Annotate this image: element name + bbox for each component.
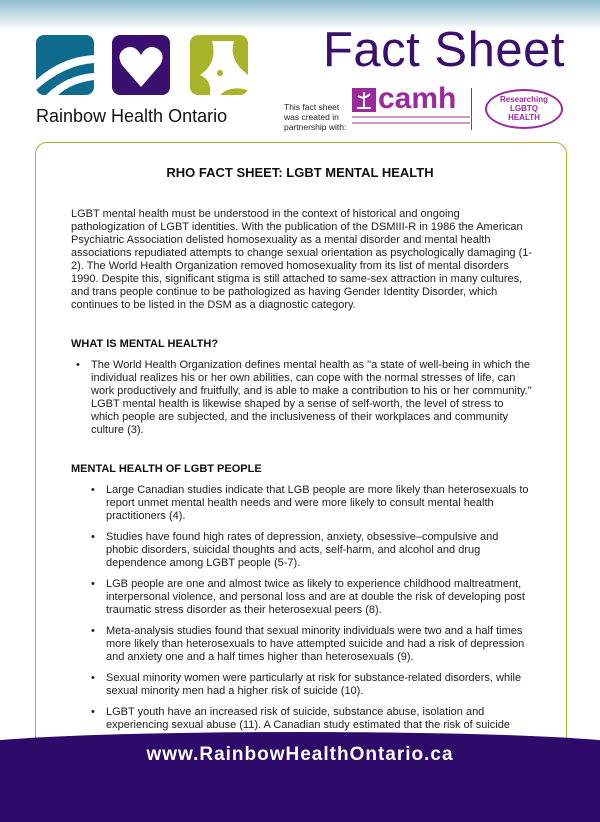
bullet-icon: • [91, 625, 95, 637]
list-item-text: Sexual minority women were particularly at risk for substance-related disorders, while sexual minority men had a higher risk of suicide (10). [106, 672, 522, 697]
section-heading: MENTAL HEALTH OF LGBT PEOPLE [71, 463, 262, 475]
bullet-icon: • [91, 578, 95, 590]
list-item-text: Meta-analysis studies found that sexual minority individuals were two and a half times more likely than heterosexuals to have attempted suicide and had a risk of depression and anxiety one and a half times higher than heterosexuals (9). [106, 625, 525, 663]
bullet-icon: • [76, 359, 80, 371]
list-item-text: LGBT youth have an increased risk of suicide, substance abuse, isolation and experiencing sexual abuse (11). A Canadian study estimated that the risk of suicide [106, 706, 510, 731]
rho-heart-logo-icon [112, 35, 170, 95]
list-item [56, 359, 533, 437]
bullet-list [71, 484, 533, 732]
bullet-list [56, 359, 533, 437]
partnership-note [284, 102, 346, 132]
list-item [71, 484, 533, 523]
rlh-line: LGBTQ [510, 104, 538, 113]
rho-road-logo-icon [36, 35, 94, 95]
rlh-line: Researching [499, 95, 549, 104]
list-item [71, 531, 533, 570]
partner-divider [471, 88, 472, 130]
partnership-line: This fact sheet [284, 102, 340, 112]
footer-website-link[interactable]: www.RainbowHealthOntario.ca [146, 744, 454, 765]
bullet-icon: • [91, 706, 95, 718]
section-heading: WHAT IS MENTAL HEALTH? [71, 338, 219, 350]
bullet-icon: • [91, 484, 95, 496]
bullet-icon: • [91, 531, 95, 543]
researching-lgbtq-health-logo [485, 89, 563, 129]
partnership-line: partnership with: [284, 122, 347, 132]
document-body [71, 208, 533, 758]
partnership-line: was created in [284, 112, 339, 122]
org-name: Rainbow Health Ontario [36, 106, 228, 126]
camh-figure-icon [352, 88, 376, 112]
list-item [71, 578, 533, 617]
fact-sheet-heading: Fact Sheet [323, 23, 565, 77]
rlh-line: HEALTH [508, 113, 540, 122]
camh-wordmark: camh [378, 82, 457, 115]
list-item-text: Studies have found high rates of depression, anxiety, obsessive–compulsive and phobic disorders, suicidal thoughts and acts, self-harm, and alcohol and drug dependence among LGBT people (5-7). [106, 531, 499, 569]
intro-paragraph: LGBT mental health must be understood in the context of historical and ongoing pathologization of LGBT identities. With the publication of the DSMIII-R in 1986 the American Psychiatric Association delisted homosexuality as a mental disorder and mental health associations repudiated attempts to change sexual orientation as psychologically damaging (1-2). The World Health Organization removed homosexuality from its list of mental disorders 1990. Despite this, significant stigma is still attached to same-sex attraction in many cultures, and trans people continue to be pathologized as having Gender Identity Disorder, which continues to be listed in the DSM as a diagnostic category. [71, 208, 533, 311]
list-item [71, 672, 533, 698]
rho-trillium-logo-icon [190, 35, 248, 95]
list-item-text: Large Canadian studies indicate that LGB people are more likely than heterosexuals to report unmet mental health needs and were more likely to consult mental health practitioners (4). [106, 484, 529, 522]
list-item [71, 706, 533, 732]
list-item [71, 625, 533, 664]
list-item-text: LGB people are one and almost twice as likely to experience childhood maltreatment, interpersonal violence, and personal loss and are at double the risk of developing post traumatic stress disorder as their heterosexual peers (8). [106, 578, 525, 616]
list-item-text: The World Health Organization defines mental health as "a state of well-being in which the individual realizes his or her own abilities, can cope with the normal stresses of life, can work productively and fruitfully, and is able to make a contribution to his or her community." LGBT mental health is likewise shaped by a sense of self-worth, the level of stress to which people are subjected, and the inclusiveness of their workplaces and community culture (3). [91, 359, 532, 436]
document-title: RHO FACT SHEET: LGBT MENTAL HEALTH [166, 165, 434, 180]
bullet-icon: • [91, 672, 95, 684]
